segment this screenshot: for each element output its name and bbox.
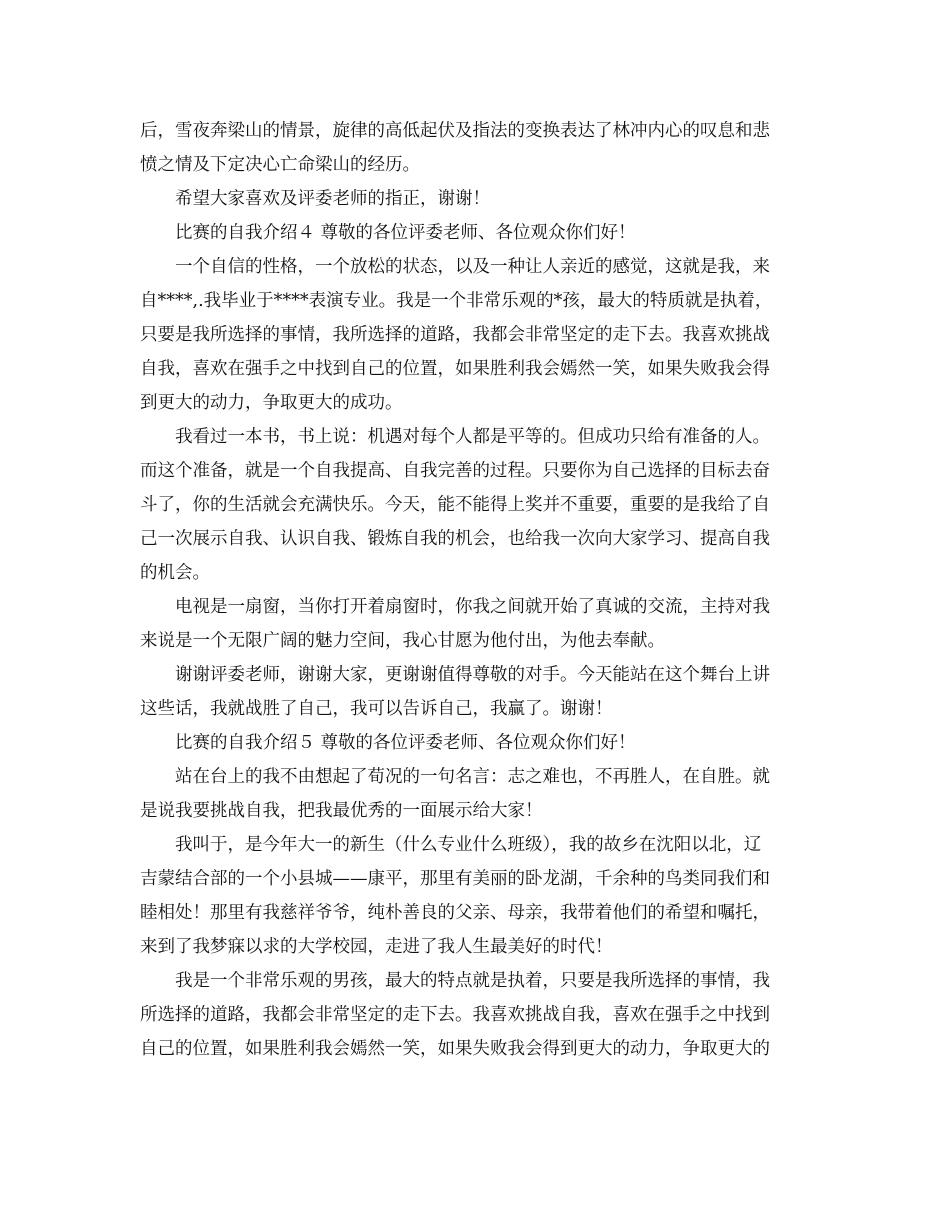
text-line: 希望大家喜欢及评委老师的指正，谢谢！ <box>175 189 490 209</box>
text-line: 所选择的道路，我都会非常坚定的走下去。我喜欢挑战自我，喜欢在强手之中找到 <box>140 1005 770 1025</box>
text-line: 吉蒙结合部的一个小县城——康平，那里有美丽的卧龙湖，千余种的鸟类同我们和 <box>140 869 770 889</box>
text-line: 站在台上的我不由想起了荀况的一句名言：志之难也，不再胜人，在自胜。就 <box>175 767 770 787</box>
text-line: 愤之情及下定决心亡命梁山的经历。 <box>140 155 420 175</box>
text-line: 来到了我梦寐以求的大学校园，走进了我人生最美好的时代！ <box>140 937 613 957</box>
text-line: 谢谢评委老师，谢谢大家，更谢谢值得尊敬的对手。今天能站在这个舞台上讲 <box>175 665 770 685</box>
section-heading: 比赛的自我介绍５ 尊敬的各位评委老师、各位观众你们好！ <box>175 733 636 753</box>
text-line: 来说是一个无限广阔的魅力空间，我心甘愿为他付出，为他去奉献。 <box>140 631 665 651</box>
text-line: 自我，喜欢在强手之中找到自己的位置，如果胜利我会嫣然一笑，如果失败我会得 <box>140 359 770 379</box>
text-line: 斗了，你的生活就会充满快乐。今天，能不能得上奖并不重要，重要的是我给了自 <box>140 495 770 515</box>
text-line: 我叫于，是今年大一的新生（什么专业什么班级），我的故乡在沈阳以北，辽 <box>175 835 762 855</box>
text-line: 这些话，我就战胜了自己，我可以告诉自己，我赢了。谢谢！ <box>140 699 613 719</box>
document-body <box>140 114 820 1066</box>
text-line: 我看过一本书，书上说：机遇对每个人都是平等的。但成功只给有准备的人。 <box>175 427 770 447</box>
text-line: 睦相处！那里有我慈祥爷爷，纯朴善良的父亲、母亲，我带着他们的希望和嘱托， <box>140 903 770 923</box>
text-line: 的机会。 <box>140 563 210 583</box>
text-line: 自****,.我毕业于****表演专业。我是一个非常乐观的*孩，最大的特质就是执着， <box>140 291 773 311</box>
text-line: 一个自信的性格，一个放松的状态，以及一种让人亲近的感觉，这就是我，来 <box>175 257 770 277</box>
text-line: 只要是我所选择的事情，我所选择的道路，我都会非常坚定的走下去。我喜欢挑战 <box>140 325 770 345</box>
text-line: 而这个准备，就是一个自我提高、自我完善的过程。只要你为自己选择的目标去奋 <box>140 461 770 481</box>
text-line: 后，雪夜奔梁山的情景，旋律的高低起伏及指法的变换表达了林冲内心的叹息和悲 <box>140 121 770 141</box>
text-line: 电视是一扇窗，当你打开着扇窗时，你我之间就开始了真诚的交流，主持对我 <box>175 597 770 617</box>
section-heading: 比赛的自我介绍４ 尊敬的各位评委老师、各位观众你们好！ <box>175 223 636 243</box>
text-line: 自己的位置，如果胜利我会嫣然一笑，如果失败我会得到更大的动力，争取更大的 <box>140 1039 770 1059</box>
text-line: 己一次展示自我、认识自我、锻炼自我的机会，也给我一次向大家学习、提高自我 <box>140 529 770 549</box>
text-line: 我是一个非常乐观的男孩，最大的特点就是执着，只要是我所选择的事情，我 <box>175 971 770 991</box>
text-line: 到更大的动力，争取更大的成功。 <box>140 393 403 413</box>
text-line: 是说我要挑战自我，把我最优秀的一面展示给大家！ <box>140 801 543 821</box>
